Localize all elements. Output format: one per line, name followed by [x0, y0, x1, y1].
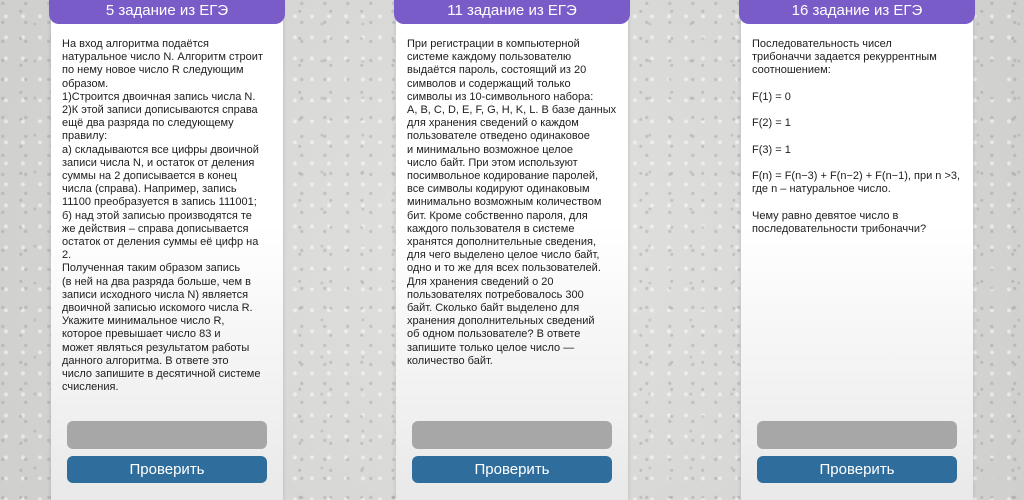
answer-input[interactable] [757, 421, 957, 449]
answer-input[interactable] [67, 421, 267, 449]
task-title: 5 задание из ЕГЭ [49, 0, 285, 24]
task-title: 16 задание из ЕГЭ [739, 0, 975, 24]
task-card-11 [396, 0, 628, 500]
task-text: При регистрации в компьютерной системе каждому пользователю выдаётся пароль, состоящий из 20 символов и содержащий только символы из 10-символьного набора: A, B, C, D, E, F, G, H, K, L. В базе данных для хранения сведений о каждом пользователе отведено одинаковое и минимально возможное целое число байт. При этом используют посимвольное кодирование паролей, все символы кодируют одинаковым минимально возможным количеством бит. Кроме собственно пароля, для каждого пользователя в системе хранятся дополнительные сведения, для чего выделено целое число байт, одно и то же для всех пользователей. Для хранения сведений о 20 пользователях потребовалось 300 байт. Сколько байт выделено для хранения дополнительных сведений об одном пользователе? В ответе запишите только целое число — количество байт. [407, 38, 617, 367]
task-card-16 [741, 0, 973, 500]
task-text: На вход алгоритма подаётся натуральное число N. Алгоритм строит по нему новое число R следующим образом. 1)Строится двоичная запись числа N. 2)К этой записи дописываются справа ещё два разряда по следующему правилу: а) складываются все цифры двоичной записи числа N, и остаток от деления суммы на 2 дописывается в конец числа (справа). Например, запись 11100 преобразуется в запись 111001; б) над этой записью производятся те же действия – справа дописывается остаток от деления суммы её цифр на 2. Полученная таким образом запись (в ней на два разряда больше, чем в записи исходного числа N) является двоичной записью искомого числа R. Укажите минимальное число R, которое превышает число 83 и может являться результатом работы данного алгоритма. В ответе это число запишите в десятичной системе счисления. [62, 38, 263, 394]
task-card-5 [51, 0, 283, 500]
check-button[interactable]: Проверить [412, 456, 612, 483]
check-button[interactable]: Проверить [67, 456, 267, 483]
task-text: Последовательность чисел трибоначчи задается рекуррентным соотношением: F(1) = 0 F(2) = 1 F(3) = 1 F(n) = F(n−3) + F(n−2) + F(n−1), при n >3, где n – натуральное число. Чему равно девятое число в последовательности трибоначчи? [752, 38, 961, 235]
task-title: 11 задание из ЕГЭ [394, 0, 630, 24]
check-button[interactable]: Проверить [757, 456, 957, 483]
answer-input[interactable] [412, 421, 612, 449]
